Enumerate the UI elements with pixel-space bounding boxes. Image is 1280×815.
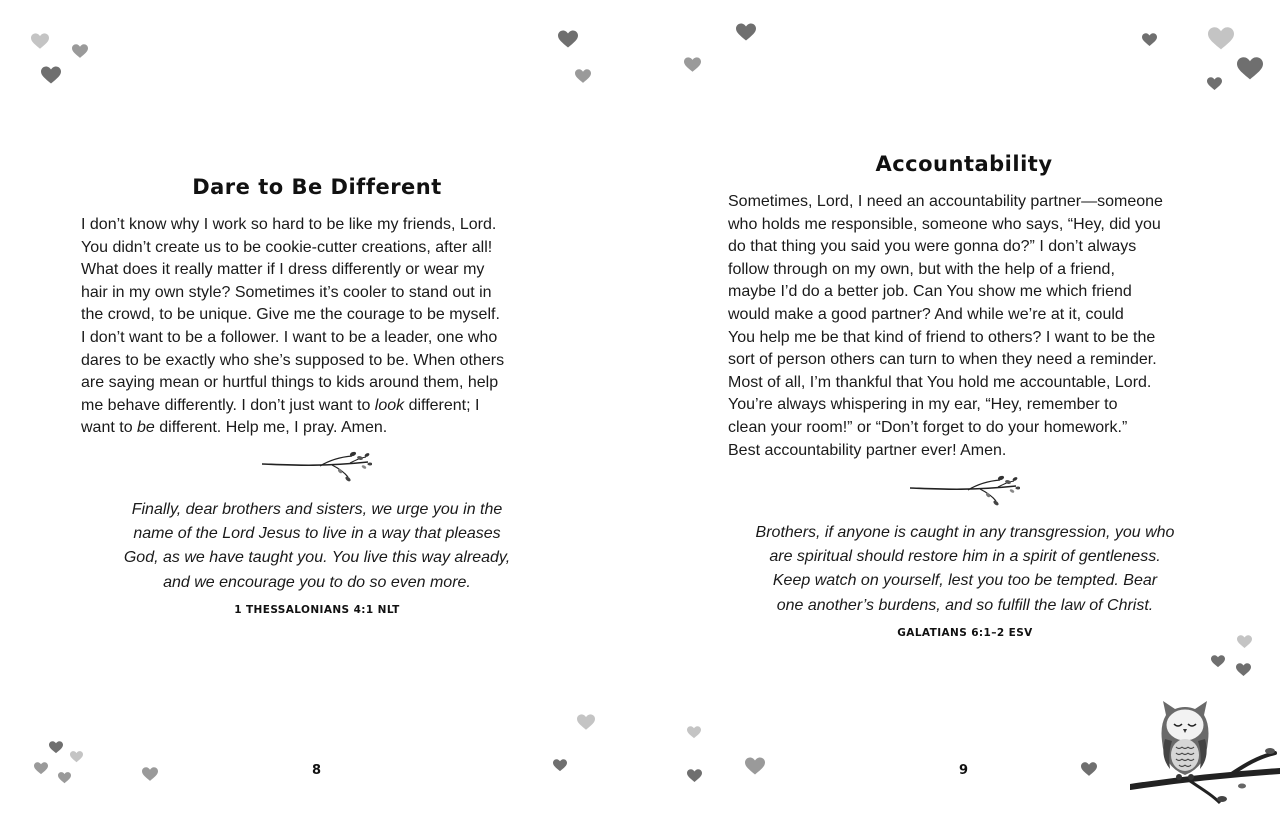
verse-line: and we encourage you to do so even more. [163,573,471,591]
text-line: Sometimes, Lord, I need an accountability partner—someone [728,193,1163,210]
text-line: clean your room!” or “Don’t forget to do your homework.” [728,418,1128,436]
text-line: do that thing you said you were gonna do?” I don’t always [728,238,1137,256]
verse-line: name of the Lord Jesus to live in a way that pleases [133,525,501,543]
heart-icon [1081,762,1097,777]
text-line: me behave differently. I don’t just want to look different; I [81,396,480,414]
text-line: You help me be that kind of friend to others? I want to be the [728,328,1156,346]
heart-icon [31,33,49,50]
text-line: maybe I’d do a better job. Can You show me which friend [728,283,1132,301]
verse-line: are spiritual should restore him in a spirit of gentleness. [769,548,1161,566]
text-line: dares to be exactly who she’s supposed to be. When others [81,351,505,369]
text-line: Best accountability partner ever! Amen. [728,441,1007,459]
heart-icon [34,762,48,775]
heart-icon [1211,655,1225,668]
heart-icon [1236,663,1251,677]
heart-icon [687,769,702,783]
verse-line: Keep watch on yourself, lest you too be tempted. Bear [772,572,1158,590]
page-number: 8 [312,763,322,778]
heart-icon [72,44,88,59]
heart-icon [58,772,71,784]
text-line: would make a good partner? And while we’re at it, could [728,305,1124,323]
page-number: 9 [959,763,969,778]
text-line: who holds me responsible, someone who says, “Hey, did you [728,215,1161,233]
verse-line: one another’s burdens, and so fulfill the law of Christ. [776,596,1154,614]
heart-icon [687,726,701,739]
heart-icon [684,57,701,73]
text-line: are saying mean or hurtful things to kids around them, help [81,374,499,392]
heart-icon [575,69,591,84]
heart-icon [1208,27,1234,51]
text-line: You’re always whispering in my ear, “Hey, remember to [728,396,1118,414]
verse-line: Brothers, if anyone is caught in any transgression, you who [755,524,1175,541]
branch-icon [260,450,372,482]
heart-icon [1142,33,1157,47]
verse-line: God, as we have taught you. You live this way already, [123,549,511,567]
text-line: the crowd, to be unique. Give me the courage to be myself. [81,306,500,324]
heart-icon [41,66,61,85]
devotional-text [81,214,553,440]
text-line: I don’t know why I work so hard to be like my friends, Lord. [81,216,497,233]
text-line: hair in my own style? Sometimes it’s cooler to stand out in [81,283,492,301]
text-line: You didn’t create us to be cookie-cutter creations, after all! [81,238,493,256]
heart-icon [49,741,63,754]
branch-icon [908,474,1020,506]
verse-line: Finally, dear brothers and sisters, we urge you in the [131,501,503,518]
heart-icon [558,30,578,49]
heart-icon [70,751,83,763]
page-title: Dare to Be Different [192,175,442,199]
heart-icon [745,757,765,776]
heart-icon [577,714,595,731]
heart-icon [1237,635,1252,649]
right-page [640,0,1280,815]
devotional-text [728,191,1201,462]
verse-reference: 1 THESSALONIANS 4:1 NLT [234,604,400,616]
scripture-verse [60,498,574,595]
heart-icon [736,23,756,42]
heart-icon [1207,77,1222,91]
text-line: I don’t want to be a follower. I want to be a leader, one who [81,328,498,346]
heart-icon [1237,57,1263,81]
page-title: Accountability [875,152,1053,176]
text-line: What does it really matter if I dress differently or wear my [81,261,485,279]
text-line: Most of all, I’m thankful that You hold me accountable, Lord. [728,373,1152,391]
verse-reference: GALATIANS 6:1–2 ESV [897,627,1033,639]
owl-on-branch-icon [1130,695,1280,805]
text-line: want to be different. Help me, I pray. Amen. [81,419,388,437]
scripture-verse [700,521,1230,618]
text-line: sort of person others can turn to when they need a reminder. [728,351,1157,369]
text-line: follow through on my own, but with the help of a friend, [728,260,1115,278]
heart-icon [553,759,567,772]
heart-icon [142,767,158,782]
